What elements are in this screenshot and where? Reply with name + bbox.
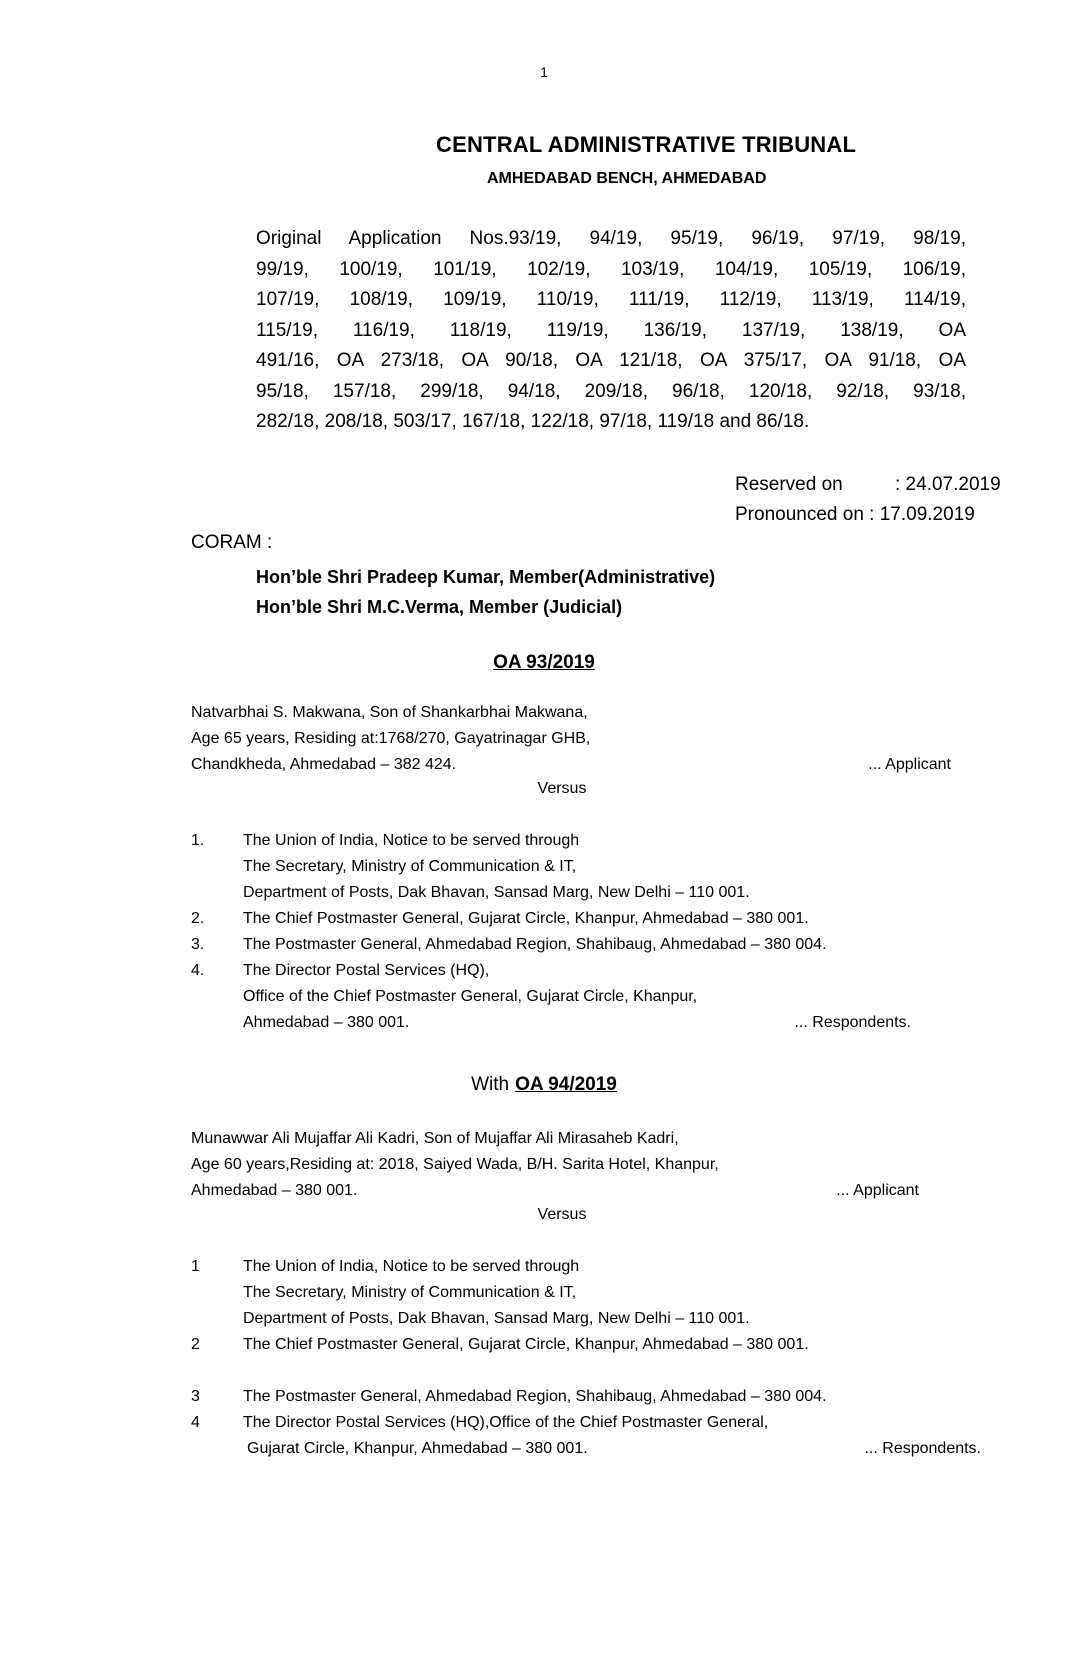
pronounced-date: : 17.09.2019 (869, 504, 975, 525)
oa-list-line: 99/19, 100/19, 101/19, 102/19, 103/19, 104/19, 105/19, 106/19, (256, 258, 966, 280)
oa-list-line: 115/19, 116/19, 118/19, 119/19, 136/19, 137/19, 138/19, OA (256, 319, 966, 341)
court-name: CENTRAL ADMINISTRATIVE TRIBUNAL (436, 132, 857, 157)
case2-heading-row (0, 1074, 1088, 1096)
respondent-item (191, 1332, 981, 1358)
respondent-number: 4. (191, 962, 205, 979)
respondent-number: 3. (191, 936, 205, 953)
applicant-line: Chandkheda, Ahmedabad – 382 424. (191, 756, 457, 773)
case2-with-prefix: With (471, 1074, 510, 1095)
pronounced-row (735, 500, 1001, 530)
pronounced-label: Pronounced on (735, 504, 864, 525)
applicant-tag: ... Applicant (868, 756, 951, 773)
respondent-line: The Secretary, Ministry of Communication & IT, (243, 858, 577, 875)
applicant-line: Age 60 years,Residing at: 2018, Saiyed Wada, B/H. Sarita Hotel, Khanpur, (191, 1156, 719, 1173)
coram-label: CORAM : (191, 532, 273, 553)
applicant-last-row (191, 1178, 919, 1204)
judge-judicial: Hon’ble Shri M.C.Verma, Member (Judicial) (256, 597, 623, 617)
page-number: 1 (540, 64, 548, 80)
respondent-line: Office of the Chief Postmaster General, Gujarat Circle, Khanpur, (243, 988, 698, 1005)
respondent-item (191, 906, 911, 932)
applicant-line: Munawwar Ali Mujaffar Ali Kadri, Son of Mujaffar Ali Mirasaheb Kadri, (191, 1130, 679, 1147)
respondent-last-row (243, 1436, 981, 1462)
oa-list-line: 491/16, OA 273/18, OA 90/18, OA 121/18, OA 375/17, OA 91/18, OA (256, 350, 966, 371)
respondent-item (191, 1384, 981, 1410)
respondent-line: The Chief Postmaster General, Gujarat Circle, Khanpur, Ahmedabad – 380 001. (243, 910, 809, 927)
respondent-last-row (243, 1010, 911, 1036)
respondent-line: Department of Posts, Dak Bhavan, Sansad Marg, New Delhi – 110 001. (243, 884, 750, 901)
respondent-line: The Chief Postmaster General, Gujarat Circle, Khanpur, Ahmedabad – 380 001. (243, 1336, 809, 1353)
respondent-line: Ahmedabad – 380 001. (243, 1014, 410, 1031)
respondent-number: 1. (191, 832, 205, 849)
respondents-tag: ... Respondents. (794, 1014, 911, 1031)
respondent-number: 2. (191, 910, 205, 927)
case1-versus: Versus (537, 780, 587, 797)
respondent-line: The Director Postal Services (HQ),Office of the Chief Postmaster General, (243, 1414, 769, 1431)
respondent-line: Gujarat Circle, Khanpur, Ahmedabad – 380 001. (247, 1440, 588, 1457)
case2-versus: Versus (537, 1206, 587, 1223)
coram-judges (256, 562, 715, 622)
respondent-item (191, 1254, 981, 1332)
respondent-line: The Director Postal Services (HQ), (243, 962, 490, 979)
dates-block (735, 470, 1001, 530)
applicant-tag: ... Applicant (836, 1182, 919, 1199)
respondent-line: The Union of India, Notice to be served through (243, 1258, 580, 1275)
case2-respondents (191, 1254, 981, 1462)
respondent-line: Department of Posts, Dak Bhavan, Sansad Marg, New Delhi – 110 001. (243, 1310, 750, 1327)
oa-numbers-paragraph (256, 224, 966, 438)
oa-list-line: 107/19, 108/19, 109/19, 110/19, 111/19, 112/19, 113/19, 114/19, (256, 289, 966, 310)
oa-list-line: 95/18, 157/18, 299/18, 94/18, 209/18, 96/18, 120/18, 92/18, 93/18, (256, 380, 966, 402)
bench-name: AMHEDABAD BENCH, AHMEDABAD (487, 170, 767, 187)
applicant-line: Age 65 years, Residing at:1768/270, Gayatrinagar GHB, (191, 730, 591, 747)
respondent-line: The Union of India, Notice to be served through (243, 832, 580, 849)
oa-list-line: 282/18, 208/18, 503/17, 167/18, 122/18, 97/18, 119/18 and 86/18. (256, 411, 810, 432)
judge-administrative: Hon’ble Shri Pradeep Kumar, Member(Administrative) (256, 567, 716, 587)
reserved-row (735, 470, 1001, 500)
case2-applicant-block (191, 1126, 919, 1204)
respondent-item (191, 1410, 981, 1462)
respondent-item (191, 932, 911, 958)
respondent-item (191, 958, 911, 1036)
respondent-number: 1 (191, 1258, 200, 1275)
case2-heading: OA 94/2019 (515, 1074, 617, 1095)
applicant-line: Ahmedabad – 380 001. (191, 1182, 358, 1199)
respondent-line: The Postmaster General, Ahmedabad Region, Shahibaug, Ahmedabad – 380 004. (243, 936, 827, 953)
case1-respondents (191, 828, 911, 1036)
reserved-label: Reserved on (735, 474, 843, 495)
applicant-line: Natvarbhai S. Makwana, Son of Shankarbhai Makwana, (191, 704, 588, 721)
respondent-number: 3 (191, 1388, 200, 1405)
applicant-last-row (191, 752, 951, 778)
case1-applicant-block (191, 700, 951, 778)
reserved-date: : 24.07.2019 (895, 474, 1001, 495)
respondent-line: The Postmaster General, Ahmedabad Region, Shahibaug, Ahmedabad – 380 004. (243, 1388, 827, 1405)
respondents-tag: ... Respondents. (864, 1440, 981, 1457)
case1-heading: OA 93/2019 (493, 652, 595, 673)
oa-list-line: Original Application Nos.93/19, 94/19, 95/19, 96/19, 97/19, 98/19, (256, 228, 966, 249)
respondent-item (191, 828, 911, 906)
respondent-number: 2 (191, 1336, 200, 1353)
respondent-number: 4 (191, 1414, 200, 1431)
respondent-line: The Secretary, Ministry of Communication & IT, (243, 1284, 577, 1301)
